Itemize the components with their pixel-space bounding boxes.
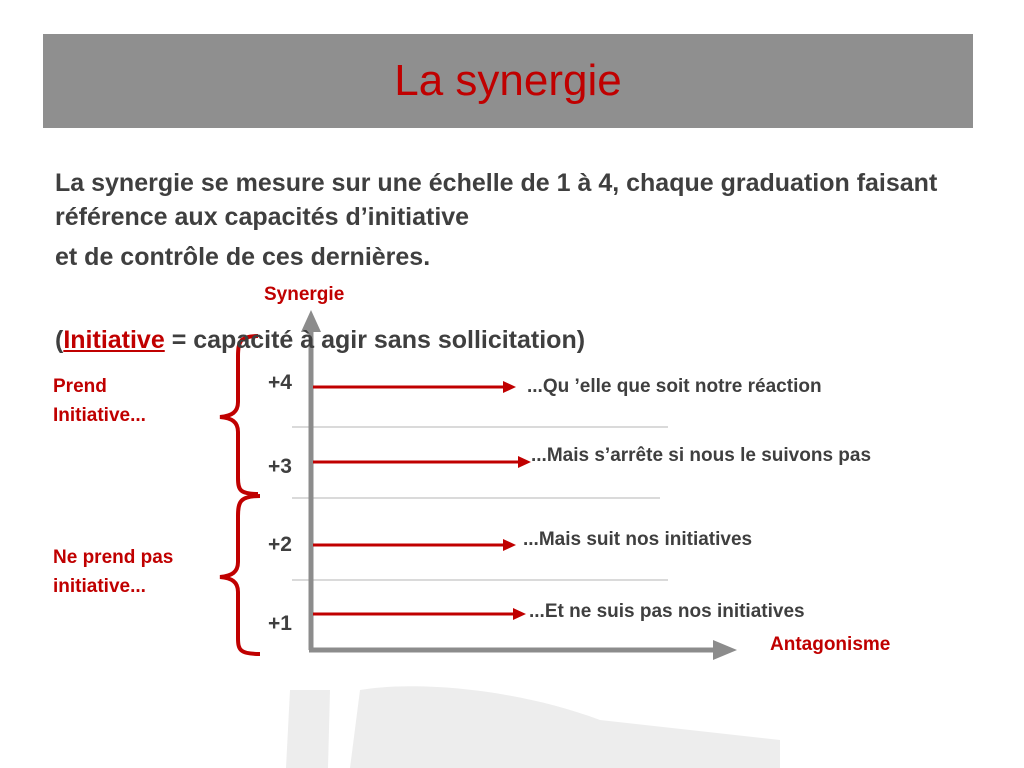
arrow-level-3 (313, 456, 531, 468)
watermark-shapes (286, 686, 780, 768)
x-axis-label: Antagonisme (770, 634, 891, 655)
level-description: ...Et ne suis pas nos initiatives (529, 601, 805, 622)
group-label-bottom: Ne prend pas initiative... (53, 547, 174, 597)
level-label: +4 (268, 371, 292, 394)
slide-title: La synergie (394, 56, 622, 105)
definition-term: Initiative (63, 326, 165, 354)
level-description: ...Qu ’elle que soit notre réaction (527, 376, 822, 397)
x-axis (309, 640, 737, 660)
level-label: +2 (268, 533, 292, 556)
group-label-top: Prend Initiative... (53, 376, 146, 426)
initiative-definition (55, 326, 585, 355)
intro-text: La synergie se mesure sur une échelle de 1 à 4, chaque graduation faisant référence aux capacités d’initiative (55, 169, 938, 231)
brace-top (220, 336, 258, 494)
arrow-level-2 (313, 539, 516, 551)
definition-open: ( (55, 326, 64, 354)
definition-rest: = capacité à agir sans sollicitation) (164, 326, 586, 354)
arrow-level-4 (313, 381, 516, 393)
arrow-level-1 (313, 608, 526, 620)
y-axis (301, 310, 321, 650)
level-label: +3 (268, 455, 292, 478)
level-description: ...Mais s’arrête si nous le suivons pas (531, 445, 872, 466)
intro-line3: et de contrôle de ces dernières. (55, 243, 431, 271)
level-label: +1 (268, 612, 292, 635)
y-axis-label: Synergie (264, 284, 345, 305)
level-description: ...Mais suit nos initiatives (523, 529, 753, 550)
